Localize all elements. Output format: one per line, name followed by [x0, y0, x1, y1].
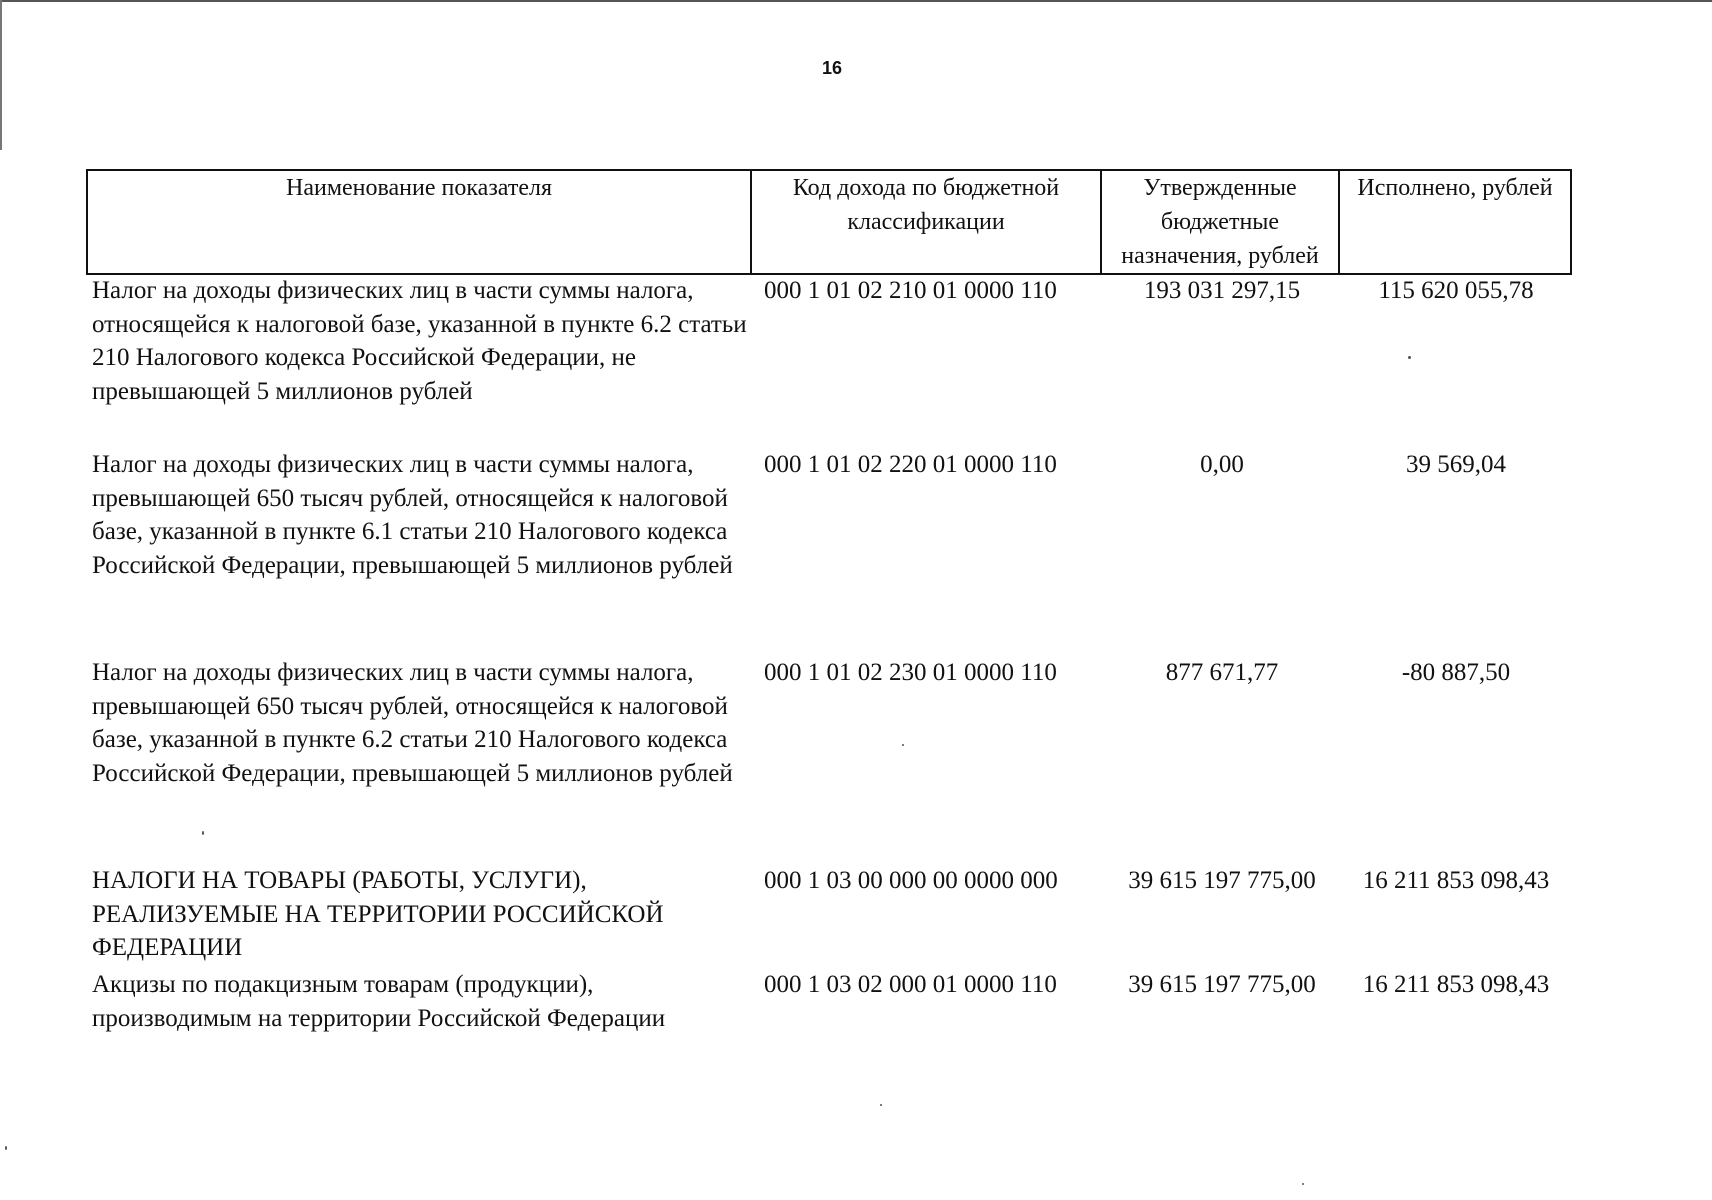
row-name: Налог на доходы физических лиц в части суммы налога, превышающей 650 тысяч рублей, относящейся к налоговой базе, указанной в пункте 6.2 статьи 210 Налогового кодекса Российской Федерации, превышающей 5 миллионов рублей	[92, 659, 733, 787]
row-executed: 16 211 853 098,43	[1362, 867, 1550, 894]
row-name: Налог на доходы физических лиц в части суммы налога, относящейся к налоговой базе, указанной в пункте 6.2 статьи 210 Налогового кодекса Российской Федерации, не превышающей 5 миллионов рублей	[92, 277, 747, 405]
scan-speck	[1302, 1183, 1304, 1185]
scan-speck	[1408, 356, 1411, 359]
scan-speck	[902, 744, 904, 746]
header-executed: Исполнено, рублей	[1339, 170, 1571, 274]
page-number: 16	[821, 58, 843, 78]
row-code: 000 1 01 02 210 01 0000 110	[764, 277, 1057, 304]
row-approved: 39 615 197 775,00	[1128, 971, 1316, 998]
scan-speck	[5, 1146, 7, 1150]
row-executed: -80 887,50	[1401, 659, 1511, 686]
row-code: 000 1 01 02 230 01 0000 110	[764, 659, 1057, 686]
row-approved: 39 615 197 775,00	[1128, 867, 1316, 894]
header-code: Код дохода по бюджетной классификации	[751, 170, 1101, 274]
header-approved: Утвержденные бюджетные назначения, рублей	[1101, 170, 1339, 274]
row-approved: 0,00	[1200, 451, 1244, 478]
row-executed: 115 620 055,78	[1378, 277, 1534, 304]
row-name: Акцизы по подакцизным товарам (продукции), производимым на территории Российской Федерации	[92, 971, 666, 1032]
row-name: Налог на доходы физических лиц в части суммы налога, превышающей 650 тысяч рублей, относящейся к налоговой базе, указанной в пункте 6.1 статьи 210 Налогового кодекса Российской Федерации, превышающей 5 миллионов рублей	[92, 451, 733, 579]
row-executed: 39 569,04	[1406, 451, 1506, 478]
scan-speck	[202, 831, 204, 835]
row-approved: 877 671,77	[1165, 659, 1279, 686]
table-header	[86, 169, 1572, 275]
row-code: 000 1 03 02 000 01 0000 110	[764, 971, 1057, 998]
header-row	[87, 170, 1571, 274]
row-code: 000 1 03 00 000 00 0000 000	[764, 867, 1058, 894]
scan-edge	[0, 0, 1712, 2]
header-name: Наименование показателя	[87, 170, 751, 274]
row-approved: 193 031 297,15	[1143, 277, 1301, 304]
row-code: 000 1 01 02 220 01 0000 110	[764, 451, 1057, 478]
scan-speck	[880, 1104, 882, 1106]
row-executed: 16 211 853 098,43	[1362, 971, 1550, 998]
row-name: НАЛОГИ НА ТОВАРЫ (РАБОТЫ, УСЛУГИ), РЕАЛИЗУЕМЫЕ НА ТЕРРИТОРИИ РОССИЙСКОЙ ФЕДЕРАЦИИ	[92, 867, 664, 961]
